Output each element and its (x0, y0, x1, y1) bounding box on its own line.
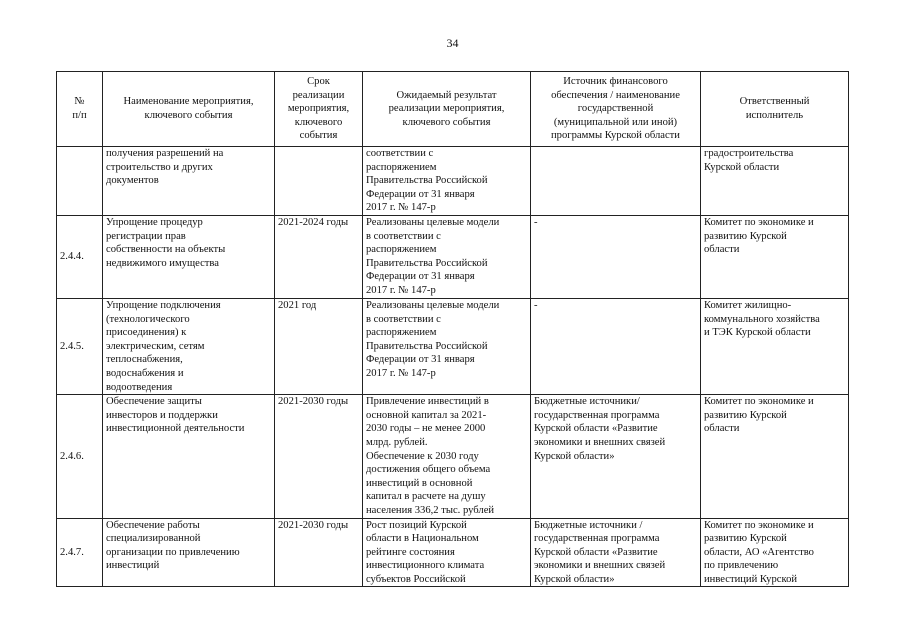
row-measure-name: получения разрешений на строительство и других документов (103, 147, 275, 216)
table-row (57, 518, 849, 587)
row-term: 2021 год (275, 299, 363, 395)
header-number: № п/п (57, 72, 103, 147)
row-executor: Комитет жилищно- коммунального хозяйства и ТЭК Курской области (701, 299, 849, 395)
row-expected-result: Реализованы целевые модели в соответствии с распоряжением Правительства Российской Федерации от 31 января 2017 г. № 147-р (363, 216, 531, 299)
row-funding-source: Бюджетные источники/ государственная программа Курской области «Развитие экономики и внешних связей Курской области» (531, 395, 701, 518)
row-measure-name: Обеспечение работы специализированной организации по привлечению инвестиций (103, 518, 275, 587)
row-term: 2021-2030 годы (275, 395, 363, 518)
row-measure-name: Упрощение процедур регистрации прав собственности на объекты недвижимого имущества (103, 216, 275, 299)
row-number (57, 147, 103, 216)
row-term: 2021-2030 годы (275, 518, 363, 587)
table-row (57, 299, 849, 395)
row-expected-result: Реализованы целевые модели в соответствии с распоряжением Правительства Российской Федерации от 31 января 2017 г. № 147-р (363, 299, 531, 395)
row-term: 2021-2024 годы (275, 216, 363, 299)
measures-table (56, 71, 849, 587)
header-executor: Ответственный исполнитель (701, 72, 849, 147)
row-number: 2.4.5. (57, 299, 103, 395)
header-funding-source: Источник финансового обеспечения / наименование государственной (муниципальной или иной) программы Курской области (531, 72, 701, 147)
row-funding-source: Бюджетные источники / государственная программа Курской области «Развитие экономики и внешних связей Курской области» (531, 518, 701, 587)
row-number: 2.4.6. (57, 395, 103, 518)
row-measure-name: Упрощение подключения (технологического присоединения) к электрическим, сетям теплоснабжения, водоснабжения и водоотведения (103, 299, 275, 395)
row-funding-source: - (531, 299, 701, 395)
row-funding-source (531, 147, 701, 216)
row-funding-source: - (531, 216, 701, 299)
row-measure-name: Обеспечение защиты инвесторов и поддержки инвестиционной деятельности (103, 395, 275, 518)
row-executor: Комитет по экономике и развитию Курской области (701, 216, 849, 299)
row-number: 2.4.7. (57, 518, 103, 587)
row-executor: градостроительства Курской области (701, 147, 849, 216)
row-executor: Комитет по экономике и развитию Курской области, АО «Агентство по привлечению инвестиций Курской (701, 518, 849, 587)
header-term: Срок реализации мероприятия, ключевого события (275, 72, 363, 147)
table-row (57, 147, 849, 216)
table-row (57, 216, 849, 299)
row-expected-result: Рост позиций Курской области в Национальном рейтинге состояния инвестиционного климата субъектов Российской (363, 518, 531, 587)
header-expected-result: Ожидаемый результат реализации мероприятия, ключевого события (363, 72, 531, 147)
row-term (275, 147, 363, 216)
row-expected-result: соответствии с распоряжением Правительства Российской Федерации от 31 января 2017 г. № 147-р (363, 147, 531, 216)
table-header-row (57, 72, 849, 147)
row-number: 2.4.4. (57, 216, 103, 299)
page-number: 34 (446, 36, 459, 50)
table-row (57, 395, 849, 518)
header-measure-name: Наименование мероприятия, ключевого события (103, 72, 275, 147)
row-executor: Комитет по экономике и развитию Курской области (701, 395, 849, 518)
row-expected-result: Привлечение инвестиций в основной капитал за 2021- 2030 годы – не менее 2000 млрд. рублей. Обеспечение к 2030 году достижения общего объема инвестиций в основной капитал в расчете на душу населения 336,2 тыс. рублей (363, 395, 531, 518)
